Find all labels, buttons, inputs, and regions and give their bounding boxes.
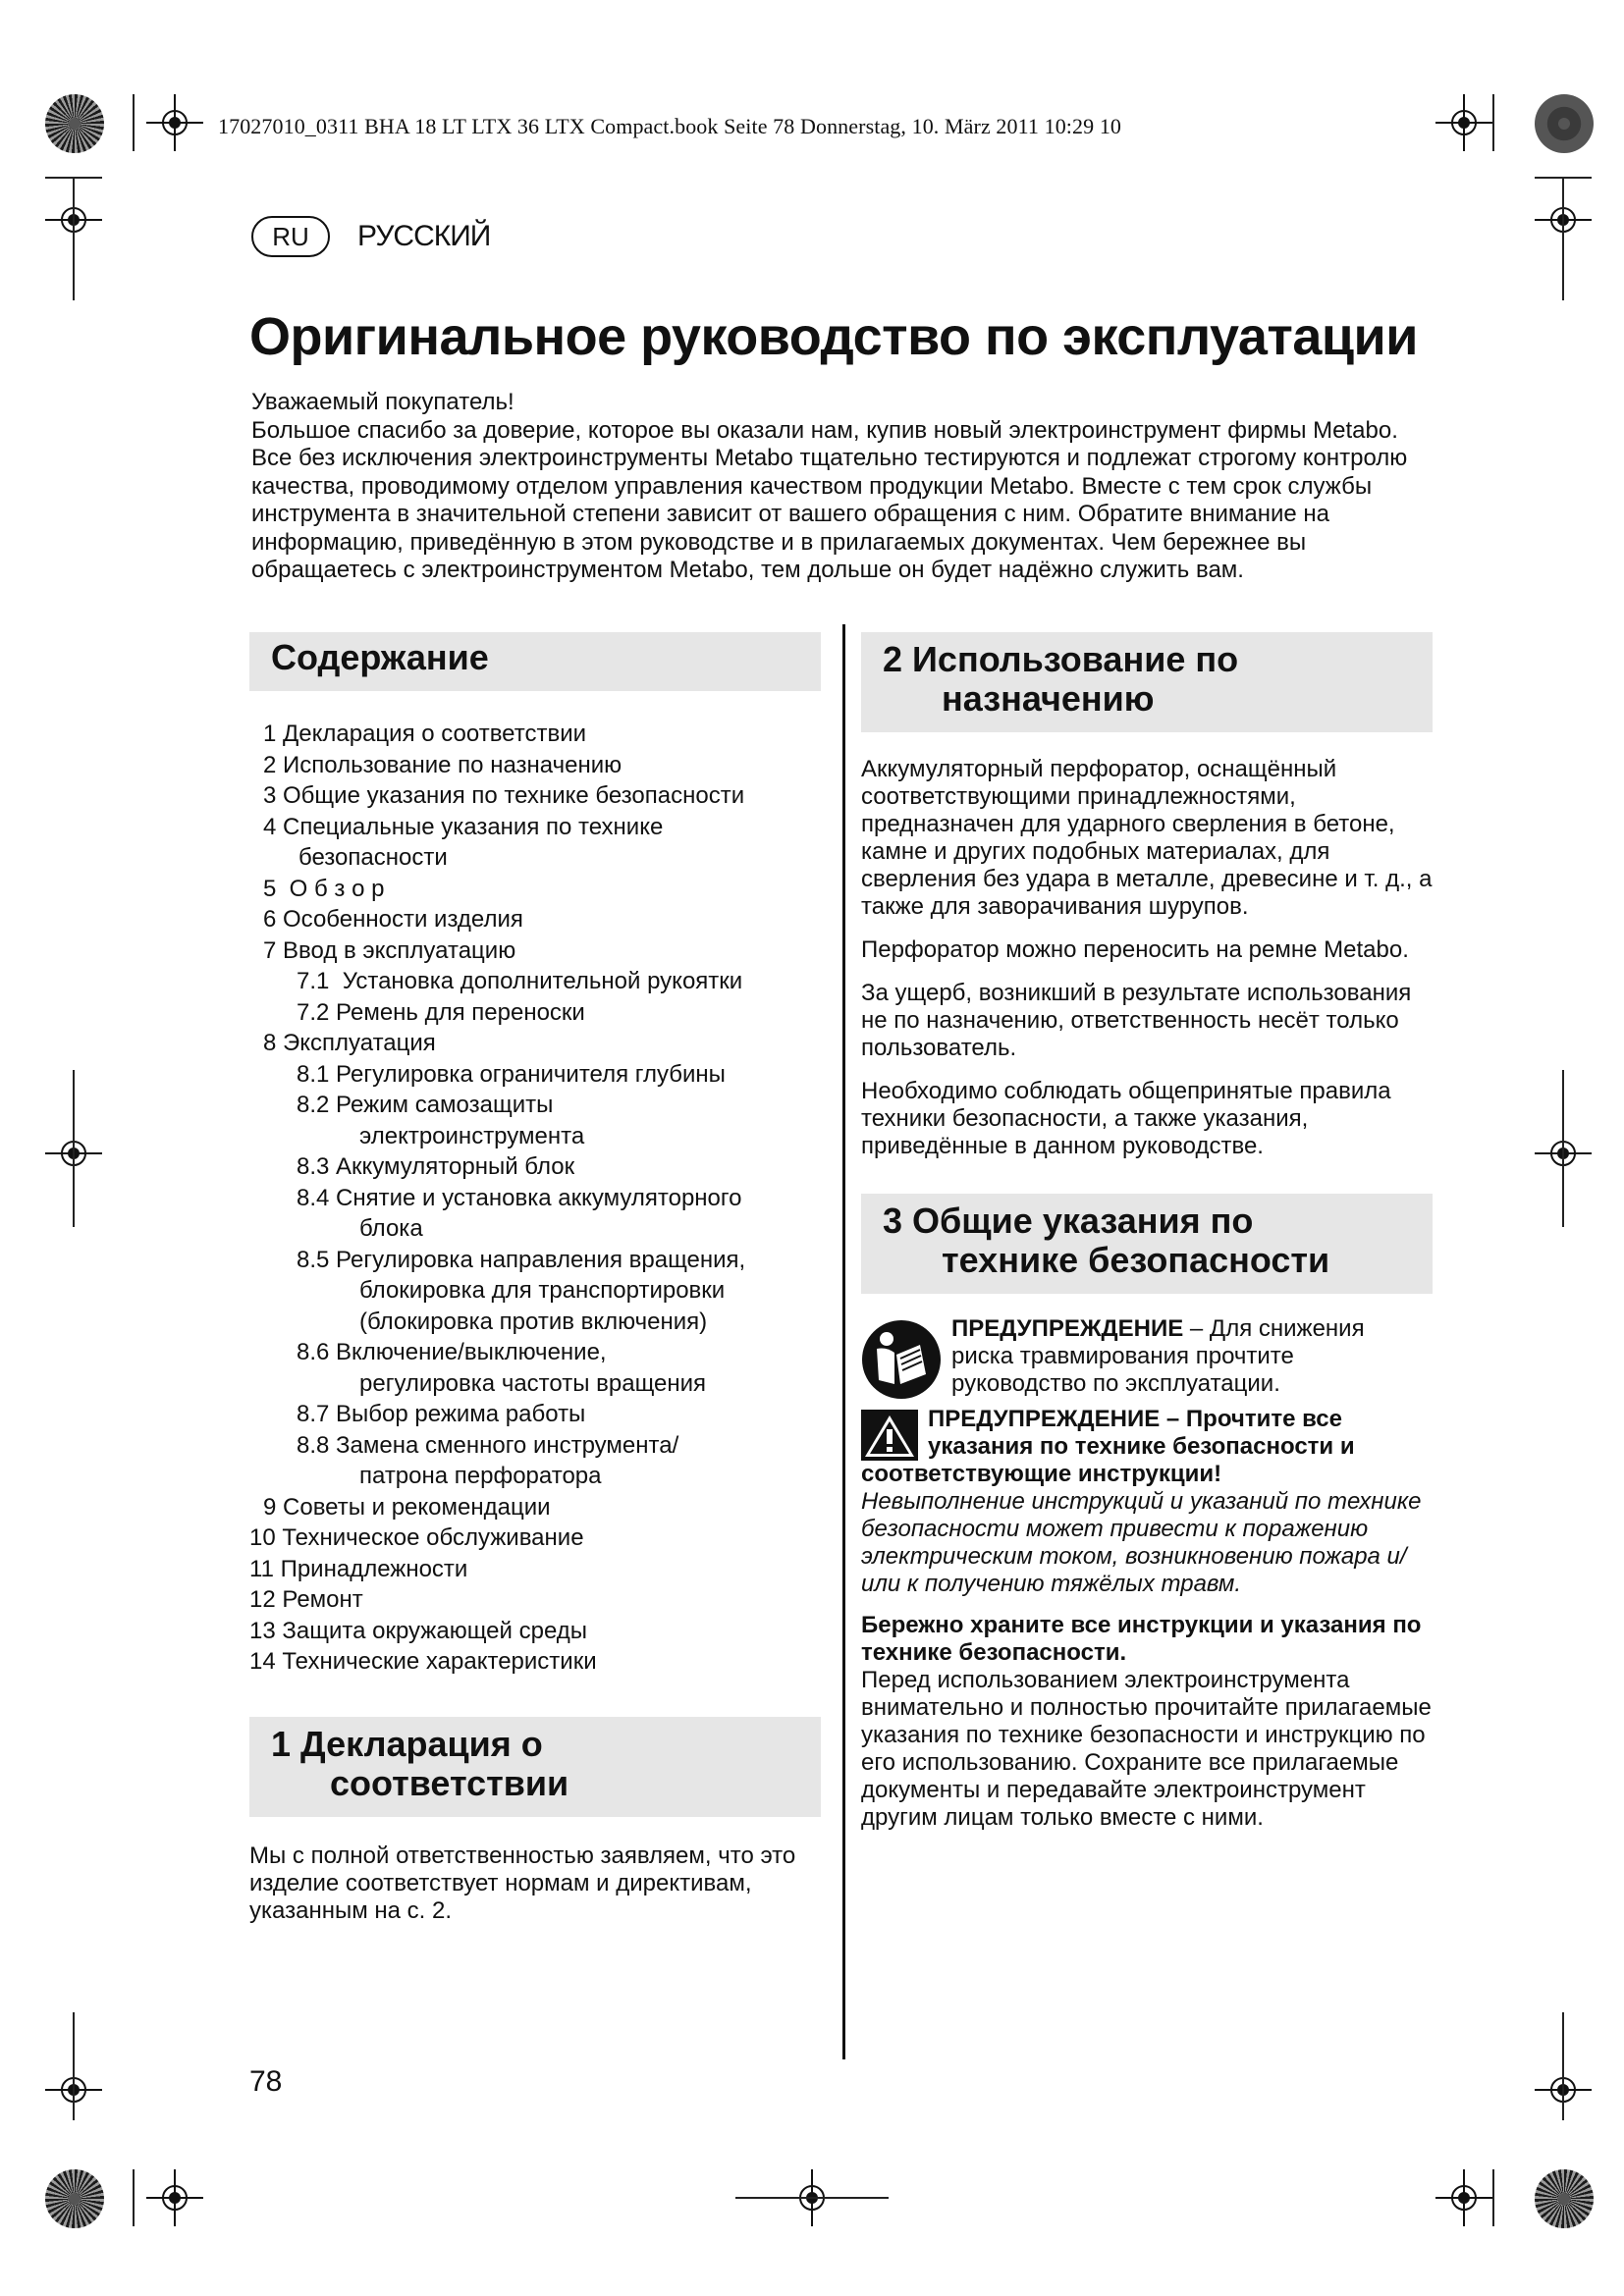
section-1-text: Мы с полной ответственностью заявляем, что это изделие соответствует нормам и директивам, указанным на с. 2. — [249, 1842, 796, 1924]
section-2-paragraph: Перфоратор можно переносить на ремне Metabo. — [861, 936, 1409, 963]
warning-text: – Для снижения риска травмирования прочтите руководство по эксплуатации. — [951, 1315, 1365, 1397]
color-disc-bottom-right — [1535, 2169, 1594, 2228]
print-slug: 17027010_0311 BHA 18 LT LTX 36 LTX Compact.book Seite 78 Donnerstag, 10. März 2011 10:29 10 — [218, 114, 1122, 138]
crop-line — [1562, 2012, 1564, 2120]
toc-item[interactable]: 12 Ремонт — [249, 1586, 363, 1613]
section-number: 1 — [271, 1723, 292, 1764]
warning-heading-line3: соответствующие инструкции! — [861, 1461, 1222, 1487]
page-title: Оригинальное руководство по эксплуатации — [249, 307, 1418, 366]
section-title-line1: Декларация о — [300, 1723, 543, 1764]
toc-subitem[interactable]: 8.8 Замена сменного инструмента/ — [297, 1431, 679, 1459]
color-disc-top-right — [1535, 94, 1594, 153]
keep-instructions-heading: Бережно храните все инструкции и указания по технике безопасности. — [861, 1612, 1422, 1666]
section-2-paragraph: Аккумуляторный перфоратор, оснащённый соответствующими принадлежностями, предназначен для ударного сверления в бетоне, камне и других подобных материалах, для сверления без удара в металле, древесине и т. д., а также для заворачивания шурупов. — [861, 756, 1433, 920]
language-name: РУССКИЙ — [357, 220, 491, 252]
warnings — [861, 1315, 1433, 1832]
crop-line — [1562, 177, 1564, 300]
crop-line — [73, 177, 75, 300]
toc-subitem[interactable]: 8.1 Регулировка ограничителя глубины — [297, 1060, 726, 1088]
toc-subitem[interactable]: 7.1 Установка дополнительной рукоятки — [297, 968, 743, 994]
intro-text — [251, 389, 1439, 585]
contents-heading-text: Содержание — [271, 637, 489, 677]
crop-line — [1492, 94, 1494, 151]
registration-mark-icon — [146, 94, 203, 151]
warning-heading-line2: указания по технике безопасности и — [928, 1433, 1355, 1460]
crop-line — [133, 2169, 135, 2226]
read-manual-warning — [861, 1315, 1433, 1398]
toc-item-continuation: (блокировка против включения) — [359, 1308, 708, 1335]
section-2-paragraph: Необходимо соблюдать общепринятые правила техники безопасности, а также указания, приведённые в данном руководстве. — [861, 1078, 1391, 1159]
section-3-heading — [861, 1194, 1433, 1294]
section-title-line2: технике безопасности — [942, 1240, 1330, 1280]
toc-subitem[interactable]: 8.5 Регулировка направления вращения, — [297, 1246, 746, 1273]
crop-line — [735, 2197, 889, 2199]
language-code-badge: RU — [251, 216, 330, 257]
crop-line — [1562, 1070, 1564, 1227]
toc-item[interactable]: 1 Декларация о соответствии — [263, 721, 587, 747]
toc-subitem[interactable]: 8.6 Включение/выключение, — [297, 1339, 607, 1365]
left-column — [249, 632, 821, 1925]
toc-item[interactable]: 14 Технические характеристики — [249, 1648, 597, 1675]
section-number: 3 — [883, 1201, 903, 1241]
warning-label: ПРЕДУПРЕЖДЕНИЕ — [951, 1315, 1184, 1342]
section-1-heading — [249, 1717, 821, 1817]
crop-line — [1535, 177, 1592, 179]
safety-warning — [861, 1406, 1433, 1598]
section-title-line1: Общие указания по — [912, 1201, 1254, 1241]
column-divider — [842, 624, 845, 2059]
toc-subitem[interactable]: 7.2 Ремень для переноски — [297, 998, 585, 1026]
registration-mark-icon — [146, 2169, 203, 2226]
toc-item[interactable]: 7 Ввод в эксплуатацию — [263, 936, 516, 964]
crop-line — [73, 1070, 75, 1227]
warning-consequences: Невыполнение инструкций и указаний по технике безопасности может привести к поражению электрическим током, возникновению пожара и/или к получению тяжёлых травм. — [861, 1488, 1422, 1597]
section-title-line1: Использование по — [912, 639, 1239, 679]
toc-item[interactable]: 13 Защита окружающей среды — [249, 1617, 588, 1644]
toc-subitem[interactable]: 8.3 Аккумуляторный блок — [297, 1153, 575, 1180]
section-number: 2 — [883, 639, 903, 679]
toc-item[interactable]: 8 Эксплуатация — [263, 1030, 436, 1056]
toc-item-continuation: регулировка частоты вращения — [359, 1369, 707, 1397]
toc-item[interactable]: 9 Советы и рекомендации — [263, 1493, 551, 1521]
warning-triangle-icon — [861, 1410, 918, 1461]
language-indicator — [251, 216, 490, 257]
toc-item-continuation: патрона перфоратора — [359, 1463, 602, 1489]
toc-item[interactable]: 2 Использование по назначению — [263, 751, 623, 778]
crop-line — [45, 177, 102, 179]
registration-mark-icon — [1435, 2169, 1492, 2226]
section-title-line2: соответствии — [330, 1762, 569, 1803]
section-2-heading — [861, 632, 1433, 732]
table-of-contents — [249, 719, 821, 1678]
contents-heading — [249, 632, 821, 691]
toc-item-continuation: безопасности — [298, 844, 448, 871]
keep-instructions-text: Перед использованием электроинструмента внимательно и полностью прочитайте прилагаемые указания по технике безопасности и инструкцию по его использованию. Сохраните все прилагаемые документы и передавайте электроинструмент другим лицам только вместе с ними. — [861, 1667, 1432, 1831]
toc-item[interactable]: 5 О б з о р — [263, 875, 385, 902]
toc-item[interactable]: 4 Специальные указания по технике — [263, 813, 664, 840]
toc-item[interactable]: 3 Общие указания по технике безопасности — [263, 782, 745, 809]
toc-item[interactable]: 10 Техническое обслуживание — [249, 1524, 584, 1551]
section-2-paragraph: За ущерб, возникший в результате использования не по назначению, ответственность несёт только пользователь. — [861, 980, 1412, 1061]
color-disc-bottom-left — [45, 2169, 104, 2228]
toc-item-continuation: электроинструмента — [359, 1122, 585, 1149]
crop-line — [133, 94, 135, 151]
section-title-line2: назначению — [942, 678, 1155, 719]
toc-item-continuation: блока — [359, 1215, 423, 1242]
crop-line — [73, 2012, 75, 2120]
toc-subitem[interactable]: 8.2 Режим самозащиты — [297, 1092, 554, 1118]
page-number: 78 — [249, 2065, 283, 2098]
intro-paragraph: Большое спасибо за доверие, которое вы оказали нам, купив новый электроинструмент фирмы Metabo. Все без исключения электроинструменты Metabo тщательно тестируются и подлежат строгому контролю качества, проводимому отделом управления качеством продукции Metabo. Вместе с тем срок службы инструмента в значительной степени зависит от вашего обращения с ним. Обратите внимание на информацию, приведённую в этом руководстве и в прилагаемых документах. Чем бережнее вы обращаетесь с электроинструментом Metabo, тем дольше он будет надёжно служить вам. — [251, 416, 1408, 583]
toc-item[interactable]: 11 Принадлежности — [249, 1555, 468, 1582]
intro-greeting: Уважаемый покупатель! — [251, 389, 514, 415]
toc-item[interactable]: 6 Особенности изделия — [263, 906, 523, 933]
toc-subitem[interactable]: 8.4 Снятие и установка аккумуляторного — [297, 1184, 742, 1211]
read-manual-icon — [861, 1319, 942, 1400]
registration-mark-icon — [1435, 94, 1492, 151]
toc-subitem[interactable]: 8.7 Выбор режима работы — [297, 1401, 586, 1427]
toc-item-continuation: блокировка для транспортировки — [359, 1277, 726, 1304]
color-disc-top-left — [45, 94, 104, 153]
right-column — [861, 632, 1433, 1832]
crop-line — [1492, 2169, 1494, 2226]
warning-heading-line1: ПРЕДУПРЕЖДЕНИЕ – Прочтите все — [928, 1406, 1342, 1432]
